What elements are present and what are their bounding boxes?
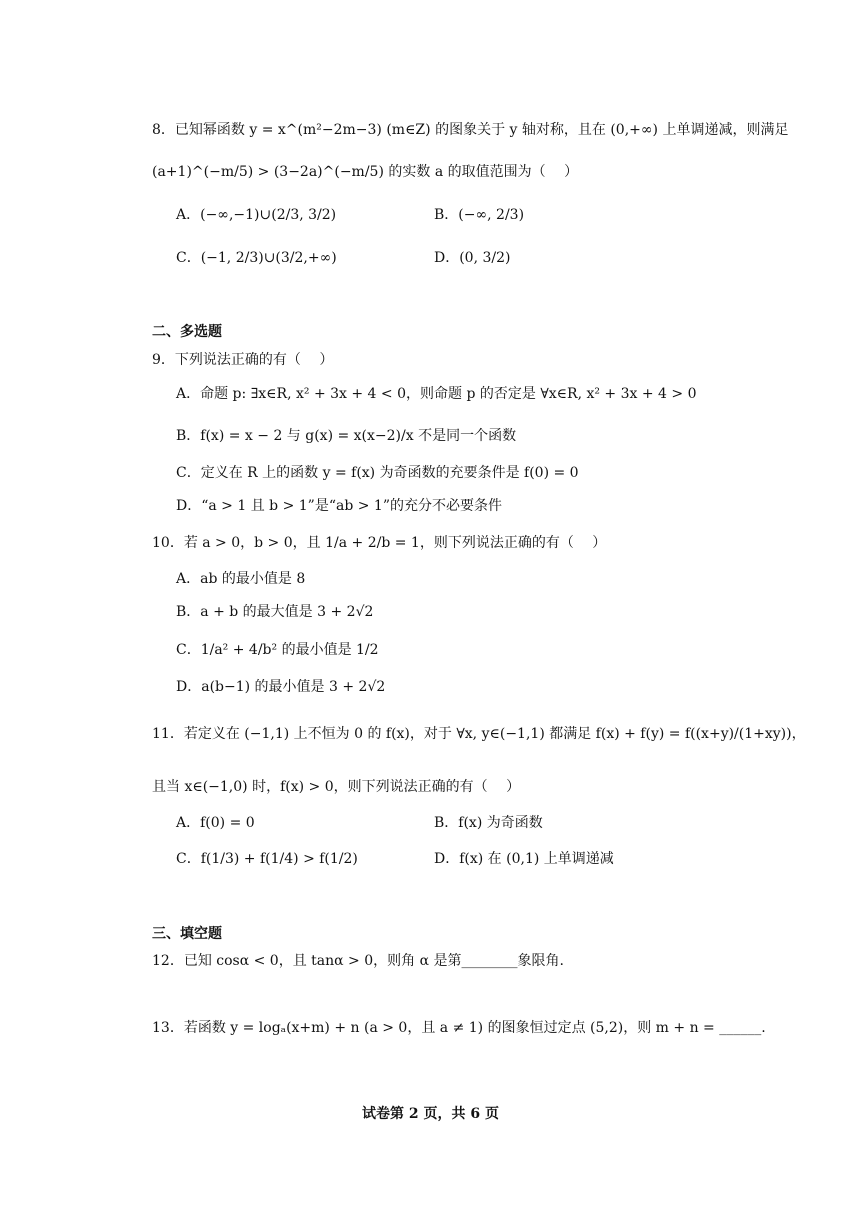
q9-option-c: C．定义在 R 上的函数 y = f(x) 为奇函数的充要条件是 f(0) = 0 (176, 465, 579, 481)
q8-option-b: B．(−∞, 2/3) (434, 207, 525, 223)
q9-stem: 9．下列说法正确的有（ ） (152, 352, 334, 368)
section-multiple-choice: 二、多选题 (152, 324, 222, 340)
q11-option-a: A．f(0) = 0 (176, 815, 255, 831)
q9-option-a: A．命题 p: ∃x∈R, x² + 3x + 4 < 0，则命题 p 的否定是 ∀x∈R, x² + 3x + 4 > 0 (176, 386, 697, 402)
q10-option-b: B．a + b 的最大值是 3 + 2√2 (176, 604, 374, 620)
q10-option-d: D．a(b−1) 的最小值是 3 + 2√2 (176, 679, 386, 695)
q11-option-c: C．f(1/3) + f(1/4) > f(1/2) (176, 851, 358, 867)
q11-stem-line1: 11．若定义在 (−1,1) 上不恒为 0 的 f(x)，对于 ∀x, y∈(−1,1) 都满足 f(x) + f(y) = f((x+y)/(1+xy))， (152, 726, 806, 742)
q10-option-c: C．1/a² + 4/b² 的最小值是 1/2 (176, 642, 379, 658)
q12-text: 12．已知 cosα < 0，且 tanα > 0，则角 α 是第________象限角. (152, 953, 564, 969)
q9-option-d: D．“a > 1 且 b > 1”是“ab > 1”的充分不必要条件 (176, 498, 502, 514)
q8-stem-line1: 8．已知幂函数 y = x^(m²−2m−3) (m∈Z) 的图象关于 y 轴对称，且在 (0,+∞) 上单调递减，则满足 (152, 122, 789, 138)
page-footer: 试卷第 2 页，共 6 页 (362, 1106, 499, 1122)
section-fill-in-blank: 三、填空题 (152, 926, 222, 942)
q8-option-c: C．(−1, 2/3)∪(3/2,+∞) (176, 250, 337, 266)
q10-stem: 10．若 a > 0，b > 0，且 1/a + 2/b = 1，则下列说法正确的有（ ） (152, 535, 607, 551)
q8-option-d: D．(0, 3/2) (434, 250, 511, 266)
q10-option-a: A．ab 的最小值是 8 (176, 571, 306, 587)
q8-option-a: A．(−∞,−1)∪(2/3, 3/2) (176, 207, 337, 223)
q11-stem-line2: 且当 x∈(−1,0) 时，f(x) > 0，则下列说法正确的有（ ） (152, 779, 521, 795)
q13-text: 13．若函数 y = logₐ(x+m) + n (a > 0，且 a ≠ 1) 的图象恒过定点 (5,2)，则 m + n = ______. (152, 1020, 766, 1036)
q11-option-b: B．f(x) 为奇函数 (434, 815, 543, 831)
q11-option-d: D．f(x) 在 (0,1) 上单调递减 (434, 851, 614, 867)
q8-stem-line2: (a+1)^(−m/5) > (3−2a)^(−m/5) 的实数 a 的取值范围为（ ） (152, 164, 579, 180)
q9-option-b: B．f(x) = x − 2 与 g(x) = x(x−2)/x 不是同一个函数 (176, 428, 517, 444)
